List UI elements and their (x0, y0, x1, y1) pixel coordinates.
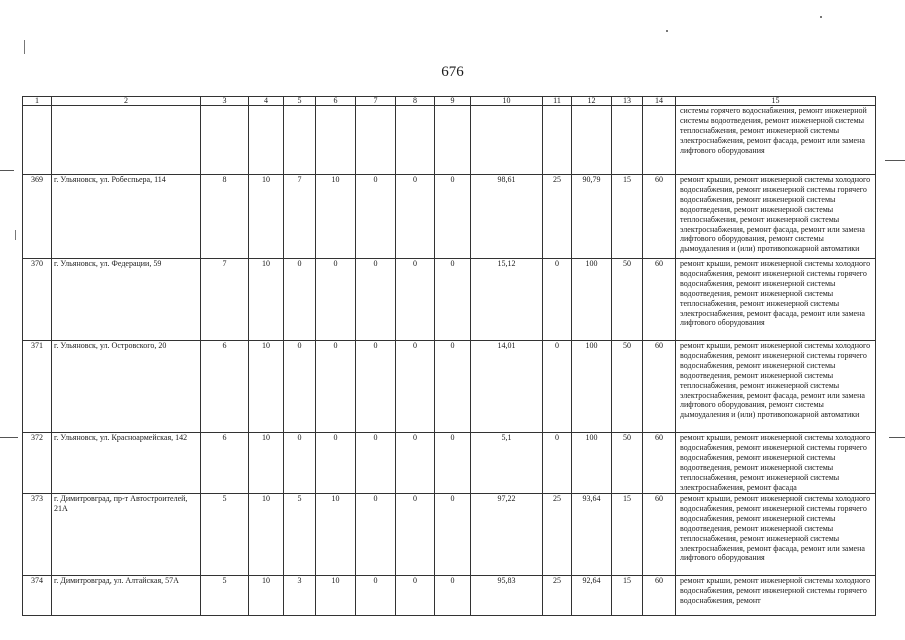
scan-mark (820, 16, 822, 18)
scan-mark (15, 230, 16, 240)
address-cell: г. Ульяновск, ул. Робеспьера, 114 (52, 175, 201, 259)
value-cell: 95,83 (471, 576, 543, 616)
column-header: 8 (396, 97, 435, 106)
value-cell: 0 (435, 259, 471, 341)
value-cell: 60 (643, 175, 676, 259)
works-description: ремонт крыши, ремонт инженерной системы холодного водоснабжения, ремонт инженерной системы горячего водоснабжения, ремонт инженерной системы водоотведения, ремонт инженерной системы теплоснабжения, ремонт инженерной системы электроснабжения, ремонт фасада, ремонт или замена лифтового оборудования, ремонт системы дымоудаления и (или) противопожарной автоматики (676, 175, 876, 259)
value-cell: 0 (543, 433, 572, 494)
column-header: 5 (284, 97, 316, 106)
value-cell: 50 (612, 433, 643, 494)
value-cell: 8 (201, 175, 249, 259)
value-cell: 3 (284, 576, 316, 616)
works-description: ремонт крыши, ремонт инженерной системы холодного водоснабжения, ремонт инженерной системы горячего водоснабжения, ремонт инженерной системы водоотведения, ремонт инженерной системы теплоснабжения, ремонт инженерной системы электроснабжения, ремонт фасада, ремонт или замена лифтового оборудования (676, 494, 876, 576)
value-cell: 10 (249, 433, 284, 494)
row-number: 370 (23, 259, 52, 341)
works-description: ремонт крыши, ремонт инженерной системы холодного водоснабжения, ремонт инженерной системы горячего водоснабжения, ремонт инженерной системы водоотведения, ремонт инженерной системы теплоснабжения, ремонт инженерной системы электроснабжения, ремонт фасада (676, 433, 876, 494)
value-cell: 0 (396, 433, 435, 494)
address-cell: г. Димитровград, пр-т Автостроителей, 21А (52, 494, 201, 576)
scan-mark (666, 30, 668, 32)
value-cell: 10 (249, 576, 284, 616)
value-cell: 0 (356, 175, 396, 259)
value-cell: 100 (572, 259, 612, 341)
scan-mark (0, 437, 18, 438)
value-cell: 98,61 (471, 175, 543, 259)
column-header: 13 (612, 97, 643, 106)
value-cell: 0 (396, 341, 435, 433)
value-cell: 60 (643, 576, 676, 616)
value-cell: 60 (643, 494, 676, 576)
address-cell: г. Ульяновск, ул. Красноармейская, 142 (52, 433, 201, 494)
continuation-description: системы горячего водоснабжения, ремонт инженерной системы водоотведения, ремонт инженерной системы теплоснабжения, ремонт инженерной системы электроснабжения, ремонт фасада, ремонт или замена лифтового оборудования (676, 106, 876, 175)
column-header: 12 (572, 97, 612, 106)
column-header: 14 (643, 97, 676, 106)
value-cell: 50 (612, 341, 643, 433)
column-header: 6 (316, 97, 356, 106)
value-cell: 7 (201, 259, 249, 341)
scan-mark (885, 160, 905, 161)
value-cell: 0 (284, 341, 316, 433)
value-cell: 0 (356, 494, 396, 576)
value-cell: 10 (249, 259, 284, 341)
value-cell: 0 (284, 259, 316, 341)
value-cell: 0 (435, 175, 471, 259)
value-cell: 0 (396, 259, 435, 341)
value-cell: 0 (396, 576, 435, 616)
table-row (23, 576, 876, 616)
table-row (23, 259, 876, 341)
continuation-row (23, 106, 876, 175)
value-cell: 15 (612, 494, 643, 576)
value-cell: 10 (316, 494, 356, 576)
value-cell: 0 (435, 341, 471, 433)
value-cell: 0 (316, 341, 356, 433)
value-cell: 6 (201, 433, 249, 494)
row-number: 369 (23, 175, 52, 259)
table-row (23, 494, 876, 576)
value-cell: 93,64 (572, 494, 612, 576)
value-cell: 60 (643, 341, 676, 433)
value-cell: 90,79 (572, 175, 612, 259)
value-cell: 5 (201, 576, 249, 616)
value-cell: 10 (249, 341, 284, 433)
scan-mark (24, 40, 25, 54)
scan-mark (889, 437, 905, 438)
value-cell: 5 (201, 494, 249, 576)
header-row (23, 97, 876, 106)
value-cell: 25 (543, 175, 572, 259)
table-row (23, 175, 876, 259)
column-header: 2 (52, 97, 201, 106)
value-cell: 6 (201, 341, 249, 433)
value-cell: 25 (543, 494, 572, 576)
row-number: 373 (23, 494, 52, 576)
value-cell: 0 (435, 433, 471, 494)
column-header: 1 (23, 97, 52, 106)
value-cell: 50 (612, 259, 643, 341)
column-header: 9 (435, 97, 471, 106)
works-description: ремонт крыши, ремонт инженерной системы холодного водоснабжения, ремонт инженерной системы горячего водоснабжения, ремонт инженерной системы водоотведения, ремонт инженерной системы теплоснабжения, ремонт инженерной системы электроснабжения, ремонт фасада, ремонт или замена лифтового оборудования (676, 259, 876, 341)
value-cell: 0 (356, 341, 396, 433)
value-cell: 10 (249, 494, 284, 576)
value-cell: 0 (356, 433, 396, 494)
row-number: 374 (23, 576, 52, 616)
value-cell: 0 (543, 259, 572, 341)
column-header: 10 (471, 97, 543, 106)
value-cell: 92,64 (572, 576, 612, 616)
value-cell: 10 (316, 175, 356, 259)
row-number: 371 (23, 341, 52, 433)
value-cell: 0 (316, 433, 356, 494)
works-description: ремонт крыши, ремонт инженерной системы холодного водоснабжения, ремонт инженерной системы горячего водоснабжения, ремонт инженерной системы водоотведения, ремонт инженерной системы теплоснабжения, ремонт инженерной системы электроснабжения, ремонт фасада, ремонт или замена лифтового оборудования, ремонт системы дымоудаления и (или) противопожарной автоматики (676, 341, 876, 433)
value-cell: 10 (249, 175, 284, 259)
value-cell: 0 (396, 175, 435, 259)
value-cell: 15 (612, 175, 643, 259)
value-cell: 0 (316, 259, 356, 341)
value-cell: 0 (543, 341, 572, 433)
value-cell: 0 (284, 433, 316, 494)
address-cell: г. Ульяновск, ул. Федерации, 59 (52, 259, 201, 341)
value-cell: 10 (316, 576, 356, 616)
value-cell: 5 (284, 494, 316, 576)
value-cell: 0 (435, 494, 471, 576)
page-number: 676 (441, 64, 464, 80)
column-header: 11 (543, 97, 572, 106)
column-header: 4 (249, 97, 284, 106)
value-cell: 97,22 (471, 494, 543, 576)
column-header: 7 (356, 97, 396, 106)
value-cell: 100 (572, 433, 612, 494)
address-cell: г. Ульяновск, ул. Островского, 20 (52, 341, 201, 433)
column-header: 3 (201, 97, 249, 106)
value-cell: 60 (643, 259, 676, 341)
value-cell: 7 (284, 175, 316, 259)
value-cell: 100 (572, 341, 612, 433)
value-cell: 5,1 (471, 433, 543, 494)
address-cell: г. Димитровград, ул. Алтайская, 57А (52, 576, 201, 616)
table-row (23, 433, 876, 494)
value-cell: 15,12 (471, 259, 543, 341)
value-cell: 14,01 (471, 341, 543, 433)
row-number: 372 (23, 433, 52, 494)
scan-mark (0, 170, 14, 171)
column-header: 15 (676, 97, 876, 106)
works-description: ремонт крыши, ремонт инженерной системы холодного водоснабжения, ремонт инженерной системы горячего водоснабжения, ремонт (676, 576, 876, 616)
table-row (23, 341, 876, 433)
value-cell: 0 (356, 576, 396, 616)
value-cell: 15 (612, 576, 643, 616)
value-cell: 0 (396, 494, 435, 576)
repair-program-table (22, 96, 876, 616)
value-cell: 25 (543, 576, 572, 616)
value-cell: 0 (356, 259, 396, 341)
value-cell: 60 (643, 433, 676, 494)
value-cell: 0 (435, 576, 471, 616)
